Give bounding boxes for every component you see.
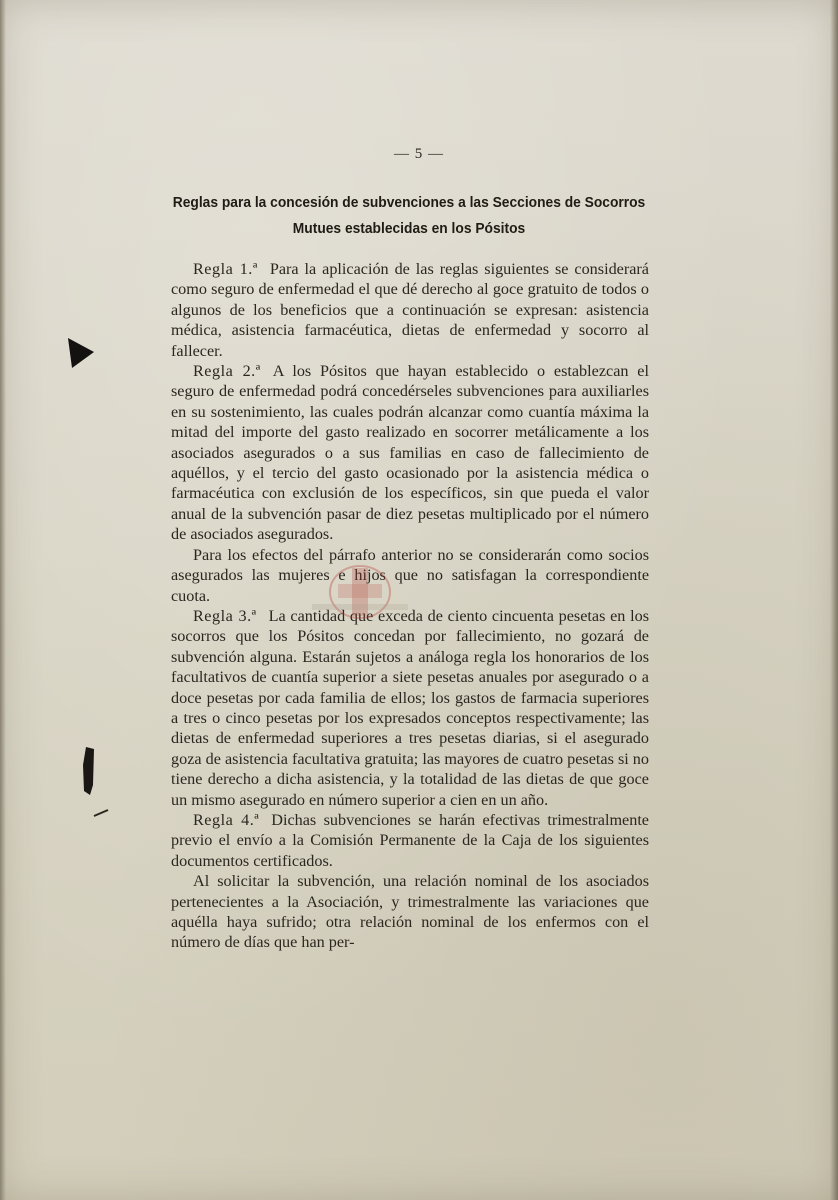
paragraph-rule-3 (171, 606, 649, 810)
title-line-1: Reglas para la concesión de subvenciones a las Secciones de Socorros (172, 194, 646, 211)
paragraph-text: Dichas subvenciones se harán efectivas trimestralmente previo el envío a la Comisión Permanente de la Caja de los siguientes documentos certificados. (171, 810, 649, 870)
paragraph-rule-2 (171, 361, 649, 545)
paragraph-text: La cantidad que exceda de ciento cincuenta pesetas en los socorros que los Pósitos concedan por fallecimiento, no gozará de subvención alguna. Estarán sujetos a análoga regla los honorarios de los facultativos de cuantía superior a siete pesetas anuales por asegurado o a doce pesetas por cada familia de ellos; los gastos de farmacia superiores a tres o cinco pesetas por los expresados conceptos respectivamente; las dietas de enfermedad superiores a tres pesetas diarias, si el asegurado goza de asistencia facultativa gratuita; las mayores de cuatro pesetas si no tiene derecho a dicha asistencia, y la totalidad de las dietas de que goce un mismo asegurado en número superior a cien en un año. (171, 606, 649, 809)
paragraph-rule-2-note (171, 545, 649, 606)
paragraph-text: Para la aplicación de las reglas siguientes se considerará como seguro de enfermedad el que dé derecho al goce gratuito de todos o algunos de los beneficios que a continuación se expresan: asistencia médica, asistencia farmacéutica, dietas de enfermedad y socorro al fallecer. (171, 260, 649, 360)
document-title (171, 190, 648, 242)
ink-mark (92, 806, 112, 820)
ink-blot-mark (64, 336, 100, 370)
paragraph-text: Para los efectos del párrafo anterior no se considerarán como socios asegurados las mujeres e hijos que no satisfagan la correspondiente cuota. (171, 545, 649, 605)
title-line-2: Mutues establecidas en los Pósitos (292, 220, 526, 237)
paragraph-rule-1 (171, 259, 649, 361)
paragraph-text: Al solicitar la subvención, una relación nominal de los asociados pertenecientes a la Asociación, y trimestralmente las variaciones que aquélla haya sufrido; otra relación nominal de los enfermos con el número de días que han per- (171, 872, 649, 952)
document-body (171, 259, 649, 953)
paragraph-rule-4 (171, 810, 649, 871)
rule-label: Regla 4.ª (193, 810, 260, 829)
rule-label: Regla 2.ª (193, 362, 261, 381)
ink-blot-mark (78, 745, 100, 805)
page-number: — 5 — (394, 146, 444, 162)
rule-label: Regla 1.ª (193, 260, 258, 278)
rule-label: Regla 3.ª (193, 606, 257, 625)
paragraph-rule-4-continued (171, 871, 649, 953)
page-right-edge (830, 0, 838, 1200)
paragraph-text: A los Pósitos que hayan establecido o establezcan el seguro de enfermedad podrá concedérseles subvenciones para auxiliarles en su sostenimiento, las cuales podrán alcanzar como cuantía máxima la mitad del importe del gasto realizado en socorrer metálicamente a los asociados asegurados o a sus familias en caso de fallecimiento de aquéllos, y el tercio del gasto ocasionado por la asistencia médica o farmacéutica con exclusión de los específicos, sin que pueda el valor anual de la subvención pasar de diez pesetas multiplicado por el número de asociados asegurados. (171, 362, 649, 544)
page-left-edge (0, 0, 6, 1200)
